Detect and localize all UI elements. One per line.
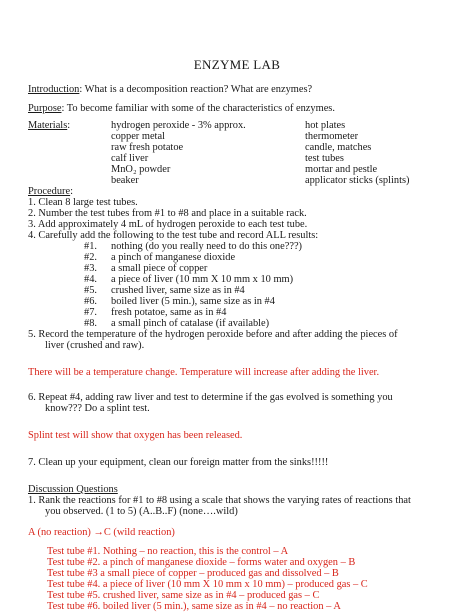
tube-number: #2. (84, 252, 97, 263)
materials-heading: Materials: (28, 120, 71, 131)
answer-line: Test tube #1. Nothing – no reaction, this is the control – A (47, 546, 289, 557)
tube-number: #8. (84, 318, 97, 329)
purpose-label: Purpose (28, 103, 62, 114)
materials-label: Materials (28, 120, 68, 131)
material-item: mortar and pestle (305, 164, 378, 175)
answer-line: Test tube #3 a small piece of copper – produced gas and dissolved – B (47, 568, 339, 579)
answer-line: Test tube #4. a piece of liver (10 mm X 10 mm x 10 mm) – produced gas – C (47, 579, 368, 590)
tube-description: nothing (do you really need to do this one???) (111, 241, 303, 252)
answer-line: Test tube #5. crushed liver, same size as in #4 – produced gas – C (47, 590, 320, 601)
procedure-step-continued: know??? Do a splint test. (45, 403, 150, 414)
tube-description: fresh potatoe, same as in #4 (111, 307, 227, 318)
tube-number: #1. (84, 241, 97, 252)
tube-number: #5. (84, 285, 97, 296)
tube-number: #4. (84, 274, 97, 285)
tube-description: boiled liver (5 min.), same size as in #4 (111, 296, 275, 307)
tube-number: #3. (84, 263, 97, 274)
introduction-text: : What is a decomposition reaction? What are enzymes? (79, 84, 313, 95)
answer-line: Test tube #2. a pinch of manganese dioxide – forms water and oxygen – B (47, 557, 356, 568)
tube-number: #7. (84, 307, 97, 318)
material-item: candle, matches (305, 142, 372, 153)
tube-description: a piece of liver (10 mm X 10 mm x 10 mm) (111, 274, 294, 285)
procedure-step: 2. Number the test tubes from #1 to #8 and place in a suitable rack. (28, 208, 307, 219)
material-item: calf liver (111, 153, 149, 164)
page-title: ENZYME LAB (193, 57, 281, 72)
material-item: copper metal (111, 131, 165, 142)
material-item: hot plates (305, 120, 346, 131)
splint-test-note: Splint test will show that oxygen has been released. (28, 430, 243, 441)
material-item: raw fresh potatoe (111, 142, 184, 153)
procedure-heading: Procedure: (28, 186, 74, 197)
procedure-step: 5. Record the temperature of the hydrogen peroxide before and after adding the pieces of (28, 329, 398, 340)
procedure-step-continued: liver (crushed and raw). (45, 340, 145, 351)
introduction-label: Introduction (28, 84, 80, 95)
purpose-line (28, 103, 335, 114)
material-item: applicator sticks (splints) (305, 175, 410, 186)
procedure-step: 3. Add approximately 4 mL of hydrogen peroxide to each test tube. (28, 219, 308, 230)
discussion-question: 1. Rank the reactions for #1 to #8 using a scale that shows the varying rates of reactions that (28, 495, 411, 506)
material-item: hydrogen peroxide - 3% approx. (111, 120, 246, 131)
tube-description: crushed liver, same size as in #4 (111, 285, 245, 296)
discussion-heading: Discussion Questions (28, 484, 118, 495)
reaction-scale: A (no reaction) →C (wild reaction) (28, 527, 175, 538)
answer-line: Test tube #6. boiled liver (5 min.), same size as in #4 – no reaction – A (47, 601, 341, 612)
discussion-question-continued: you observed. (1 to 5) (A..B..F) (none….wild) (45, 506, 238, 517)
procedure-step: 1. Clean 8 large test tubes. (28, 197, 138, 208)
tube-number: #6. (84, 296, 97, 307)
material-item: MnO₂ powder (111, 164, 171, 175)
tube-description: a pinch of manganese dioxide (111, 252, 236, 263)
material-item: thermometer (305, 131, 359, 142)
introduction-line (28, 84, 312, 95)
procedure-label: Procedure (28, 186, 71, 197)
material-item: test tubes (305, 153, 344, 164)
procedure-step: 4. Carefully add the following to the test tube and record ALL results: (28, 230, 319, 241)
purpose-text: : To become familiar with some of the characteristics of enzymes. (61, 103, 335, 114)
tube-description: a small pinch of catalase (if available) (111, 318, 270, 329)
tube-description: a small piece of copper (111, 263, 208, 274)
material-item: beaker (111, 175, 139, 186)
procedure-step: 7. Clean up your equipment, clean our foreign matter from the sinks!!!!! (28, 457, 329, 468)
procedure-step: 6. Repeat #4, adding raw liver and test to determine if the gas evolved is something you (28, 392, 393, 403)
temperature-note: There will be a temperature change. Temperature will increase after adding the liver. (28, 367, 380, 378)
